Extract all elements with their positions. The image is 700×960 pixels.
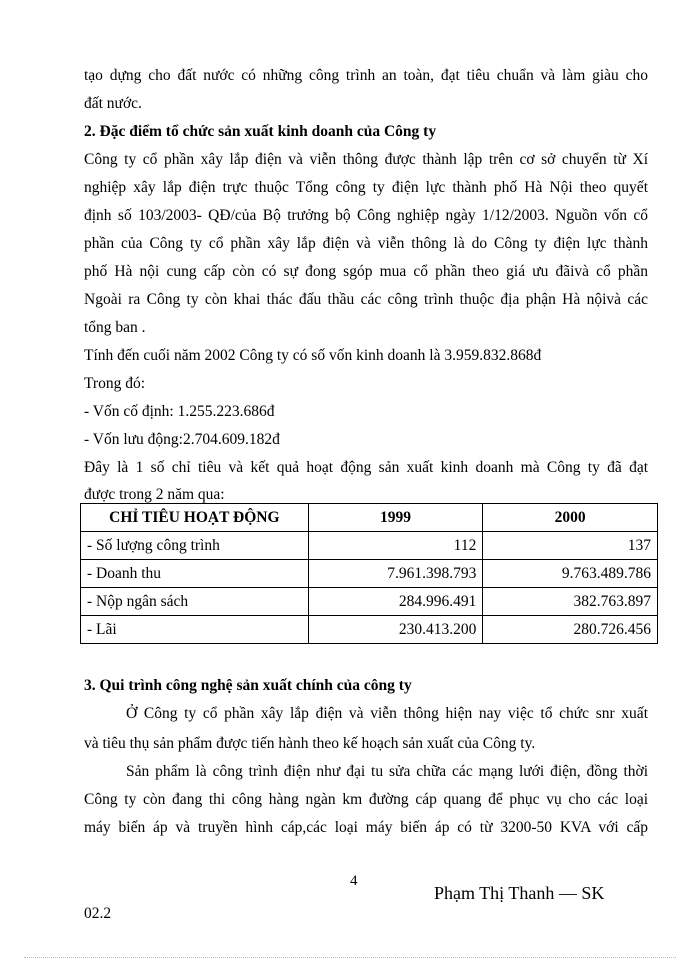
working-capital-line: - Vốn lưu động:2.704.609.182đ — [84, 431, 280, 448]
paragraph-line: phố Hà nội cung cấp còn có sự đong sgóp mua cổ phần theo giá ưu đãivà cổ phần — [84, 263, 648, 280]
author-name: Phạm Thị Thanh — SK — [434, 883, 605, 903]
row-label: - Nộp ngân sách — [81, 588, 309, 616]
paragraph-line: định số 103/2003- QĐ/của Bộ trưởng bộ Công nghiệp ngày 1/12/2003. Nguồn vốn cổ — [84, 207, 648, 224]
table-intro-line: Đây là 1 số chỉ tiêu và kết quả hoạt động sản xuất kinh doanh mà Công ty đã đạt — [84, 459, 648, 476]
table-intro-line: được trong 2 năm qua: — [84, 486, 225, 503]
section-3-heading: 3. Qui trình công nghệ sản xuất chính của công ty — [84, 677, 412, 694]
class-code: 02.2 — [84, 905, 112, 922]
page-number: 4 — [350, 873, 358, 889]
paragraph-line: Ở Công ty cổ phần xây lắp điện và viễn thông hiện nay việc tổ chức snr xuất — [126, 705, 648, 722]
value-1999: 112 — [308, 532, 483, 560]
header-2000: 2000 — [483, 504, 658, 532]
table-header-row — [81, 504, 658, 532]
row-label: - Lãi — [81, 616, 309, 644]
paragraph-line: Sản phẩm là công trình điện như đại tu sửa chữa các mạng lưới điện, đồng thời — [126, 763, 648, 780]
value-2000: 9.763.489.786 — [483, 560, 658, 588]
table-row — [81, 532, 658, 560]
header-indicator: CHỈ TIÊU HOẠT ĐỘNG — [81, 504, 309, 532]
row-label: - Doanh thu — [81, 560, 309, 588]
table-row — [81, 560, 658, 588]
paragraph-line: phần của Công ty cổ phần xây lắp điện và viễn thông là do Công ty điện lực thành — [84, 235, 648, 252]
value-1999: 7.961.398.793 — [308, 560, 483, 588]
capital-total-line: Tính đến cuối năm 2002 Công ty có số vốn kinh doanh là 3.959.832.868đ — [84, 347, 542, 364]
header-1999: 1999 — [308, 504, 483, 532]
value-2000: 382.763.897 — [483, 588, 658, 616]
paragraph-line: Ngoài ra Công ty còn khai thác đấu thầu các công trình thuộc địa phận Hà nộivà các — [84, 291, 648, 308]
page-bottom-divider — [24, 957, 676, 958]
business-results-table — [80, 503, 658, 644]
section-2-heading: 2. Đặc điểm tổ chức sản xuất kinh doanh của Công ty — [84, 123, 437, 140]
paragraph-line: Công ty cổ phần xây lắp điện và viễn thông được thành lập trên cơ sở chuyển từ Xí — [84, 151, 648, 168]
table-row — [81, 588, 658, 616]
fixed-capital-line: - Vốn cố định: 1.255.223.686đ — [84, 403, 275, 420]
breakdown-label: Trong đó: — [84, 375, 146, 392]
paragraph-line: và tiêu thụ sản phẩm được tiến hành theo kế hoạch sản xuất của Công ty. — [84, 735, 536, 752]
table-row — [81, 616, 658, 644]
paragraph-line: máy biến áp và truyền hình cáp,các loại máy biến áp có từ 3200-50 KVA với cấp — [84, 819, 648, 836]
paragraph-line: tổng ban . — [84, 319, 146, 336]
paragraph-line: đất nước. — [84, 95, 142, 112]
paragraph-line: Công ty còn đang thi công hàng ngàn km đường cáp quang để phục vụ cho các loại — [84, 791, 648, 808]
paragraph-line: nghiệp xây lắp điện trực thuộc Tổng công ty điện lực thành phố Hà Nội theo quyết — [84, 179, 648, 196]
value-1999: 230.413.200 — [308, 616, 483, 644]
value-1999: 284.996.491 — [308, 588, 483, 616]
paragraph-line: tạo dựng cho đất nước có những công trình an toàn, đạt tiêu chuẩn và làm giàu cho — [84, 67, 648, 84]
row-label: - Số lượng công trình — [81, 532, 309, 560]
value-2000: 137 — [483, 532, 658, 560]
value-2000: 280.726.456 — [483, 616, 658, 644]
